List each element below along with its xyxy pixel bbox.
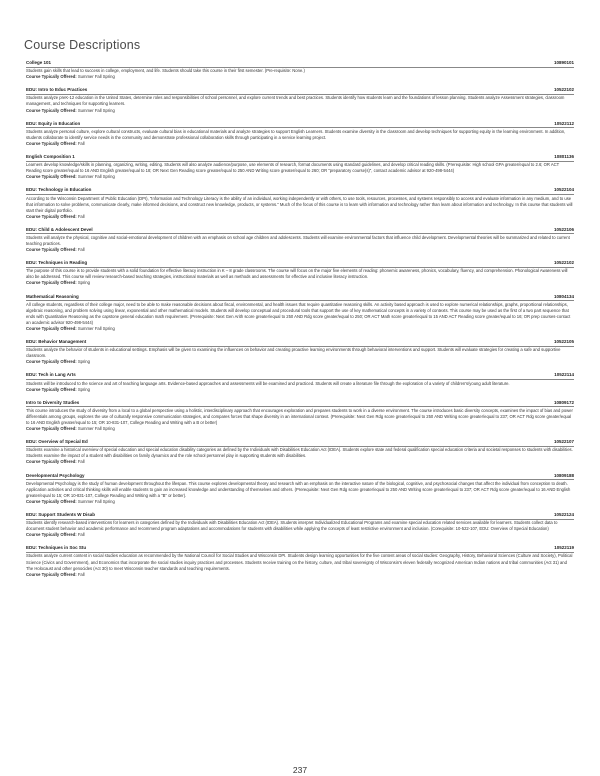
course-entry (26, 60, 574, 80)
course-header (26, 60, 574, 68)
course-title: EDU: Child & Adolescent Devel (26, 226, 93, 232)
course-code: 10522124 (553, 512, 574, 518)
offered-terms: Fall (77, 140, 85, 146)
course-offered (26, 141, 574, 147)
offered-label: Course Typically Offered: (26, 359, 77, 365)
offered-terms: Fall (77, 213, 85, 219)
course-code: 10522106 (553, 226, 574, 232)
offered-terms: Fall (77, 532, 85, 538)
offered-label: Course Typically Offered: (26, 459, 77, 465)
course-header (26, 545, 574, 553)
course-offered (26, 326, 574, 332)
course-description: Students analyze personal culture, explore cultural constructs, evaluate cultural bias in educational materials and analyze strategies to support English Learners. Students examine diversity in the classroom and develop techniques for supporting equity in the learning environment. In addition, students collaborate to identify service needs in the community and demonstrate professional collaboration skills through participating in a service learning project. (26, 128, 566, 140)
course-code: 10522112 (554, 120, 574, 126)
course-entry (26, 260, 574, 286)
course-code: 10522102 (553, 260, 574, 266)
course-code: 10890101 (553, 60, 574, 65)
course-title: Intro to Diversity Studies (26, 399, 80, 405)
offered-label: Course Typically Offered: (26, 174, 77, 180)
course-entry (26, 227, 574, 253)
course-header (26, 227, 574, 235)
offered-label: Course Typically Offered: (26, 213, 77, 219)
course-description: Students analyze preK-12 education in the United States, determine roles and responsibilities of school personnel, and explore current trends and best practices. Students identify how students learn and the foundations of lesson planning. Students analyze Assessment strategies, classroom management, and techniques for supporting learners. (26, 95, 565, 107)
course-offered (26, 174, 574, 180)
offered-terms: Summer Fall Spring (77, 325, 115, 331)
course-description: Developmental Psychology is the study of human development throughout the lifespan. This course explores developmental theory and research with an emphasis on the interactive nature of the biological, cognitive, and psychosocial changes that affect the individual from conception to death. Application activities and critical thinking skills will enable students to gain an increased knowledge and understanding of themselves and others. (Prerequisite: Next Gen Rdg score greater/equal to 250 AND Writing score greater/equal to 237; OR ACT Rdg score greater/equal to 16 AND English greater/equal to 15; OR 10-831-107, College Reading and Writing with a "B" or better). (26, 480, 571, 498)
course-header (26, 87, 574, 95)
course-entry (26, 473, 574, 505)
offered-terms: Spring (77, 386, 90, 392)
course-header (26, 439, 574, 447)
offered-label: Course Typically Offered: (26, 571, 77, 577)
course-title: EDU: Technology in Education (26, 187, 92, 193)
course-code: 10809188 (553, 472, 574, 478)
offered-label: Course Typically Offered: (26, 107, 77, 113)
course-description: All college students, regardless of their college major, need to be able to make reasonable decisions about fiscal, environmental, and health issues that require quantitative reasoning skills. An activity based approach is used to explore numerical relationships, graphs, proportional relationships, algebraic reasoning, and problem solving using linear, exponential and other mathematical models. Students will develop conceptual and procedural tools that support the use of key mathematical concepts in a variety of contexts. This course may be used as the first of a two part sequence that ends with Quantitative Reasoning as the capstone general education math requirement. (Prerequisite: Next Gen Arith score greater/equal to 250 AND Rdg score greater/equal to 250; OR ACT Math score greater/equal to 15 AND ACT Reading score greater/equal to 16; OR prep courses-contact an academic advisor 920-498-5444) (26, 301, 571, 325)
course-code: 10804134 (553, 293, 574, 299)
course-title: EDU: Techniques in Soc Stu (26, 545, 87, 551)
offered-terms: Summer Fall Spring (77, 426, 115, 432)
offered-terms: Summer Fall Spring (77, 107, 115, 113)
course-code: 10801136 (554, 154, 574, 160)
course-description: Learners develop knowledge/skills in planning, organizing, writing, editing. Students will also analyze audience/purpose, use elements of research, format documents using standard guidelines, and develop critical reading skills. (Prerequisite: High school GPA greater/equal to 2.6; OR ACT Reading score greater/equal to 16 AND English greater/equal to 18; OR Next Gen Reading score greater/equal to 250 AND Writing score greater/equal to 260; OR "preparatory course(s)", contact academic advisor at 920-498-5444) (26, 162, 560, 174)
course-header (26, 187, 574, 195)
course-description: Students analyze the behavior of students in educational settings. Emphasis will be given to examining the influences on behavior and creating proactive learning environments through behavioral interventions and support. Students will evaluate strategies for creating a safe and supportive classroom. (26, 347, 561, 359)
course-header (26, 473, 574, 481)
course-entry (26, 121, 574, 147)
offered-terms: Summer Fall Spring (77, 498, 115, 504)
course-description: Students identify research-based interventions for learners in categories defined by the Individuals with Disabilities Education Act (IDEA). Students interpret Individualized Educational Programs and examine special education related services available for learners. Students collect data to document student behavior and academic performance and recommend program adaptations and accommodations for students with disabilities while applying the concepts of least restrictive environment and inclusion. (Corequisite: 10-522-107, EDU: Overview of Special Education) (26, 520, 558, 532)
course-entry (26, 400, 574, 432)
offered-terms: Spring (77, 280, 90, 286)
course-entry (26, 187, 574, 219)
course-offered (26, 74, 574, 80)
page-number: 237 (292, 765, 308, 775)
course-title: English Composition 1 (26, 154, 75, 160)
course-entry (26, 294, 574, 332)
offered-terms: Fall (77, 247, 85, 253)
offered-terms: Spring (77, 359, 90, 365)
course-code: 10522119 (554, 545, 574, 551)
course-description: Students will be introduced to the science and art of teaching language arts. Evidence-based approaches and assessments will be examined and practiced. Students will create a literature file through the exploration of a variety of children's/young adult literature. (26, 380, 510, 386)
course-title: EDU: Intro to Educ Practices (26, 87, 88, 93)
course-code: 10522104 (553, 187, 574, 193)
course-title: EDU: Techniques in Reading (26, 260, 88, 266)
course-entry (26, 372, 574, 392)
course-header (26, 400, 574, 408)
course-description: This course introduces the study of diversity from a local to a global perspective using a holistic, interdisciplinary approach that encourages exploration and prepares students to work in a diverse environment. The course introduces basic diversity concepts, examines the impact of bias and power differentials among groups, explores the use of culturally responsive communication strategies, and compares forces that shape diversity in an international context. (Prerequisite: Next Gen Rdg score greater/equal to 250 AND Writing score greater/equal to 237; OR ACT Rdg score greater/equal to 16 AND English greater/equal to 15; OR 10-831-107, College Reading and Writing with a B or better) (26, 407, 573, 425)
course-title: EDU: Overview of Special Ed (26, 439, 88, 445)
course-list (26, 60, 574, 578)
course-entry (26, 512, 574, 538)
course-header (26, 154, 574, 162)
course-offered (26, 387, 574, 393)
course-description: According to the Wisconsin Department of Public Education (DPI), "Information and Technology Literacy is the ability of an individual, working independently or with others, to use tools, resources, processes, and systems responsibly to access and evaluate information in any medium, and to use that information to solve problems, communicate clearly, make informed decisions, and construct new knowledge, products, or systems." Much of the focus of this course is to learn with information and technology rather than learn about information and technology. In this course that students will start their digital portfolio. (26, 195, 573, 213)
offered-label: Course Typically Offered: (26, 532, 77, 538)
course-title: Developmental Psychology (26, 472, 85, 478)
course-title: EDU: Tech in Lang Arts (26, 372, 76, 378)
course-entry (26, 439, 574, 465)
course-offered (26, 532, 574, 538)
offered-label: Course Typically Offered: (26, 386, 77, 392)
course-entry (26, 154, 574, 180)
offered-label: Course Typically Offered: (26, 247, 77, 253)
course-code: 10522107 (553, 439, 574, 445)
offered-label: Course Typically Offered: (26, 498, 77, 504)
course-code: 10522114 (554, 372, 574, 378)
offered-terms: Fall (77, 459, 85, 465)
course-offered (26, 247, 574, 253)
page-title: Course Descriptions (24, 38, 141, 52)
course-title: EDU: Equity in Education (26, 120, 81, 126)
course-offered (26, 499, 574, 505)
course-description: Students will analyze the physical, cognitive and social-emotional development of children with an emphasis on school age children and adolescents. Students will examine environmental factors that influence child development. Developmental theories will be summarized and related to current teaching practices. (26, 234, 570, 247)
course-code: 10522102 (553, 87, 574, 93)
course-description: Students examine a historical overview of special education and special education disability categories as defined by the Individuals with Disabilities Education Act (IDEA). Students explore state and federal qualification special education criteria and societal responses to students with disabilities. Students examine the impact of a student with disabilities on family dynamics and the role school personnel play in supporting students with disabilities. (26, 447, 573, 459)
course-title: College 101 (26, 60, 52, 65)
offered-label: Course Typically Offered: (26, 426, 77, 432)
course-code: 10522105 (553, 339, 574, 345)
course-offered (26, 280, 574, 286)
offered-label: Course Typically Offered: (26, 140, 77, 146)
course-entry (26, 87, 574, 113)
offered-label: Course Typically Offered: (26, 325, 77, 331)
offered-terms: Fall (77, 571, 85, 577)
course-header (26, 339, 574, 347)
course-header (26, 294, 574, 302)
course-description: Students gain skills that lead to success in college, employment, and life. Students should take this course in their first semester. (Pre-requisite: None.) (26, 68, 305, 74)
offered-terms: Summer Fall Spring (77, 174, 115, 180)
course-offered (26, 214, 574, 220)
course-description: Students analyze current content in social studies education as recommended by the National Council for Social Studies and Wisconsin DPI. Students design learning opportunities for the five content areas of social studies: Geography, History, Behavioral Sciences (Culture and Society), Political Science (Civics and Government), and Economics that incorporate the social studies inquiry practices and processes. Students receive training on the history, culture, and tribal sovereignty of Wisconsin's eleven federally recognized American Indian nations and tribal communities (Act 31) and The Holocaust and other genocides (Act 30) to meet Wisconsin teacher standards and teaching requirements. (26, 553, 573, 571)
course-title: Mathematical Reasoning (26, 293, 79, 299)
course-offered (26, 426, 574, 432)
offered-label: Course Typically Offered: (26, 280, 77, 286)
course-entry (26, 545, 574, 577)
course-title: EDU: Behavior Management (26, 339, 87, 345)
course-header (26, 121, 574, 129)
course-offered (26, 459, 574, 465)
course-entry (26, 339, 574, 365)
course-title: EDU: Support Students W Disab (26, 512, 95, 518)
course-header (26, 512, 574, 520)
course-description: The purpose of this course is to provide students with a solid foundation for effective literacy instruction in K – 8 grade classrooms. The course will focus on the major five elements of reading: phonemic awareness, phonics, vocabulary, fluency, and comprehension. Phonological Awareness will also be addressed. This course will review research-based teaching strategies, instructional materials as well as methods and assessments for effective and inclusive literacy instruction. (26, 268, 568, 280)
course-offered (26, 359, 574, 365)
course-offered (26, 572, 574, 578)
offered-terms: Summer Fall Spring (77, 74, 115, 80)
course-code: 10809172 (553, 399, 574, 405)
course-offered (26, 108, 574, 114)
course-header (26, 260, 574, 268)
course-header (26, 372, 574, 380)
offered-label: Course Typically Offered: (26, 74, 77, 80)
